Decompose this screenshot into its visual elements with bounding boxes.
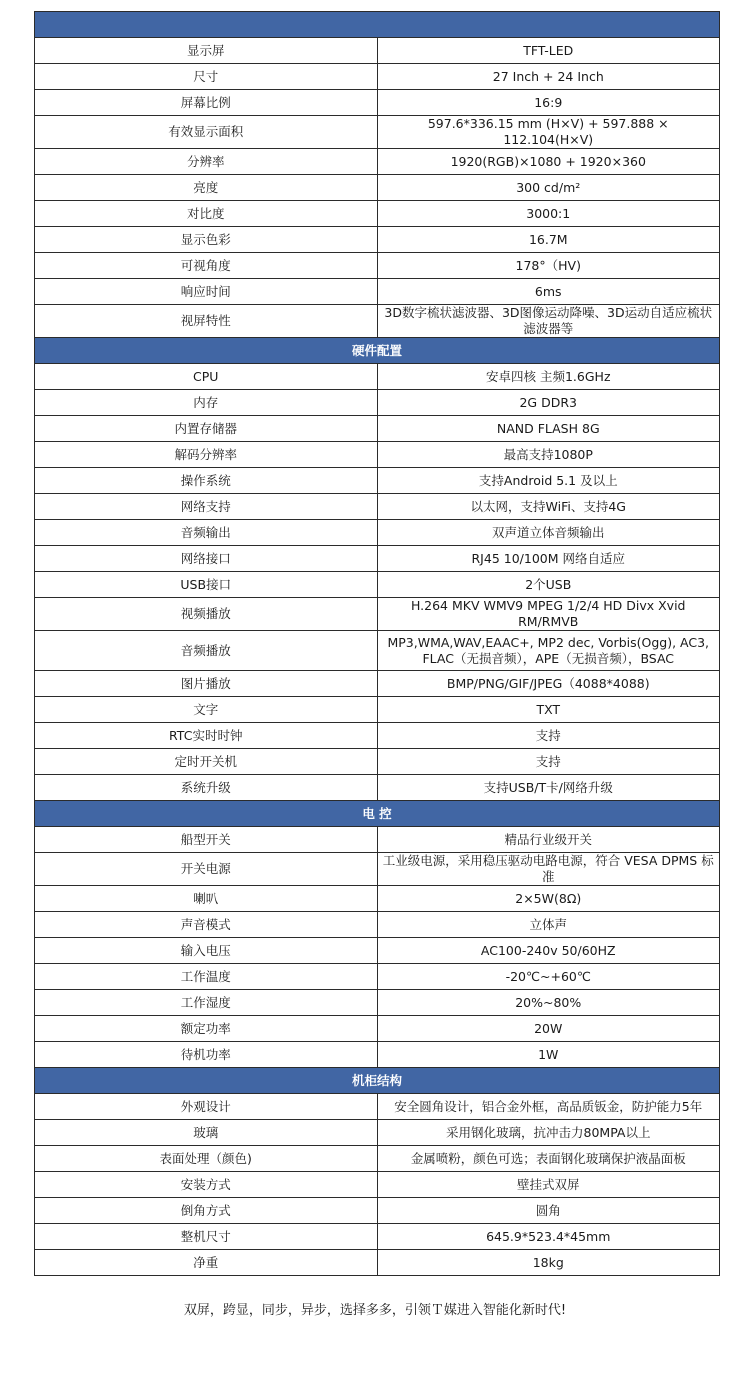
spec-row	[35, 749, 720, 775]
spec-row	[35, 1094, 720, 1120]
spec-label: 解码分辨率	[35, 442, 378, 468]
spec-label: 外观设计	[35, 1094, 378, 1120]
spec-row	[35, 1172, 720, 1198]
section-header	[35, 801, 720, 827]
spec-label: 表面处理（颜色)	[35, 1146, 378, 1172]
spec-value: 支持	[377, 749, 720, 775]
spec-value: 圆角	[377, 1198, 720, 1224]
spec-value: 597.6*336.15 mm (H×V) + 597.888 × 112.104(H×V)	[377, 116, 720, 149]
spec-label: RTC实时时钟	[35, 723, 378, 749]
spec-label: 倒角方式	[35, 1198, 378, 1224]
spec-row	[35, 775, 720, 801]
spec-row	[35, 305, 720, 338]
spec-value: 300 cd/m²	[377, 175, 720, 201]
spec-label: 安装方式	[35, 1172, 378, 1198]
spec-value: 精品行业级开关	[377, 827, 720, 853]
spec-row	[35, 572, 720, 598]
spec-label: 对比度	[35, 201, 378, 227]
spec-value: 壁挂式双屏	[377, 1172, 720, 1198]
spec-row	[35, 364, 720, 390]
spec-label: 屏幕比例	[35, 90, 378, 116]
spec-row	[35, 827, 720, 853]
spec-row	[35, 853, 720, 886]
spec-label: 内置存储器	[35, 416, 378, 442]
spec-value: 16.7M	[377, 227, 720, 253]
spec-value: 2个USB	[377, 572, 720, 598]
spec-value: 1W	[377, 1042, 720, 1068]
spec-label: 音频播放	[35, 631, 378, 671]
spec-value: AC100-240v 50/60HZ	[377, 938, 720, 964]
spec-table	[34, 11, 720, 1276]
spec-value: 16:9	[377, 90, 720, 116]
spec-row	[35, 253, 720, 279]
spec-row	[35, 1224, 720, 1250]
section-header	[35, 1068, 720, 1094]
spec-value: 双声道立体音频输出	[377, 520, 720, 546]
spec-value: 20W	[377, 1016, 720, 1042]
spec-label: 操作系统	[35, 468, 378, 494]
spec-label: 净重	[35, 1250, 378, 1276]
spec-row	[35, 1146, 720, 1172]
spec-value: 645.9*523.4*45mm	[377, 1224, 720, 1250]
spec-value: 工业级电源，采用稳压驱动电路电源，符合 VESA DPMS 标准	[377, 853, 720, 886]
spec-label: 额定功率	[35, 1016, 378, 1042]
spec-label: 显示屏	[35, 38, 378, 64]
spec-label: 分辨率	[35, 149, 378, 175]
spec-label: 船型开关	[35, 827, 378, 853]
footer-slogan: 双屏，跨显，同步，异步，选择多多，引领Ｔ媒进入智能化新时代!	[183, 1303, 567, 1318]
spec-row	[35, 912, 720, 938]
spec-row	[35, 990, 720, 1016]
spec-value: 安卓四核 主频1.6GHz	[377, 364, 720, 390]
spec-row	[35, 1016, 720, 1042]
spec-value: TXT	[377, 697, 720, 723]
spec-value: NAND FLASH 8G	[377, 416, 720, 442]
section-header	[35, 338, 720, 364]
spec-row	[35, 520, 720, 546]
spec-value: 2×5W(8Ω)	[377, 886, 720, 912]
spec-label: 尺寸	[35, 64, 378, 90]
spec-label: 亮度	[35, 175, 378, 201]
spec-label: 内存	[35, 390, 378, 416]
spec-row	[35, 546, 720, 572]
spec-row	[35, 1198, 720, 1224]
spec-value: 金属喷粉，颜色可选；表面钢化玻璃保护液晶面板	[377, 1146, 720, 1172]
spec-row	[35, 671, 720, 697]
spec-row	[35, 723, 720, 749]
spec-row	[35, 416, 720, 442]
spec-label: 开关电源	[35, 853, 378, 886]
spec-value: 27 Inch + 24 Inch	[377, 64, 720, 90]
spec-label: 可视角度	[35, 253, 378, 279]
spec-label: 响应时间	[35, 279, 378, 305]
spec-row	[35, 227, 720, 253]
spec-row	[35, 90, 720, 116]
spec-row	[35, 1042, 720, 1068]
spec-label: 输入电压	[35, 938, 378, 964]
spec-value: 2G DDR3	[377, 390, 720, 416]
spec-label: 待机功率	[35, 1042, 378, 1068]
spec-row	[35, 631, 720, 671]
spec-value: 1920(RGB)×1080 + 1920×360	[377, 149, 720, 175]
spec-value: -20℃~+60℃	[377, 964, 720, 990]
spec-row	[35, 938, 720, 964]
spec-label: 图片播放	[35, 671, 378, 697]
spec-value: 支持Android 5.1 及以上	[377, 468, 720, 494]
spec-label: 系统升级	[35, 775, 378, 801]
spec-row	[35, 886, 720, 912]
spec-value: 6ms	[377, 279, 720, 305]
spec-row	[35, 964, 720, 990]
spec-row	[35, 279, 720, 305]
spec-label: 网络接口	[35, 546, 378, 572]
spec-label: 音频输出	[35, 520, 378, 546]
spec-value: 采用钢化玻璃，抗冲击力80MPA以上	[377, 1120, 720, 1146]
spec-row	[35, 494, 720, 520]
spec-label: 工作湿度	[35, 990, 378, 1016]
spec-value: 支持USB/T卡/网络升级	[377, 775, 720, 801]
spec-label: USB接口	[35, 572, 378, 598]
spec-value: 支持	[377, 723, 720, 749]
spec-value: 最高支持1080P	[377, 442, 720, 468]
spec-value: 3D数字梳状滤波器、3D图像运动降噪、3D运动自适应梳状滤波器等	[377, 305, 720, 338]
spec-value: 3000:1	[377, 201, 720, 227]
spec-row	[35, 442, 720, 468]
spec-value: 安全圆角设计，铝合金外框，高品质钣金，防护能力5年	[377, 1094, 720, 1120]
spec-label: 显示色彩	[35, 227, 378, 253]
spec-label: 视屏特性	[35, 305, 378, 338]
spec-label: 文字	[35, 697, 378, 723]
spec-value: H.264 MKV WMV9 MPEG 1/2/4 HD Divx Xvid RM/RMVB	[377, 598, 720, 631]
spec-row	[35, 64, 720, 90]
spec-value: 20%~80%	[377, 990, 720, 1016]
section-title: 机柜结构	[35, 1068, 720, 1094]
spec-row	[35, 116, 720, 149]
spec-row	[35, 1120, 720, 1146]
spec-value: TFT-LED	[377, 38, 720, 64]
spec-label: CPU	[35, 364, 378, 390]
spec-label: 喇叭	[35, 886, 378, 912]
spec-row	[35, 468, 720, 494]
spec-value: RJ45 10/100M 网络自适应	[377, 546, 720, 572]
section-header	[35, 12, 720, 38]
spec-row	[35, 390, 720, 416]
spec-value: 18kg	[377, 1250, 720, 1276]
spec-row	[35, 38, 720, 64]
spec-label: 定时开关机	[35, 749, 378, 775]
section-title: 硬件配置	[35, 338, 720, 364]
spec-value: BMP/PNG/GIF/JPEG（4088*4088)	[377, 671, 720, 697]
spec-row	[35, 598, 720, 631]
spec-row	[35, 697, 720, 723]
section-title: 电 控	[35, 801, 720, 827]
spec-label: 声音模式	[35, 912, 378, 938]
spec-label: 网络支持	[35, 494, 378, 520]
spec-value: MP3,WMA,WAV,EAAC+, MP2 dec, Vorbis(Ogg), AC3, FLAC（无损音频），APE（无损音频），BSAC	[377, 631, 720, 671]
spec-row	[35, 201, 720, 227]
spec-value: 立体声	[377, 912, 720, 938]
spec-label: 有效显示面积	[35, 116, 378, 149]
spec-value: 以太网，支持WiFi、支持4G	[377, 494, 720, 520]
section-title	[35, 12, 720, 38]
spec-label: 视频播放	[35, 598, 378, 631]
spec-row	[35, 149, 720, 175]
spec-row	[35, 1250, 720, 1276]
spec-label: 整机尺寸	[35, 1224, 378, 1250]
spec-label: 工作温度	[35, 964, 378, 990]
spec-label: 玻璃	[35, 1120, 378, 1146]
spec-row	[35, 175, 720, 201]
spec-value: 178°（HV)	[377, 253, 720, 279]
